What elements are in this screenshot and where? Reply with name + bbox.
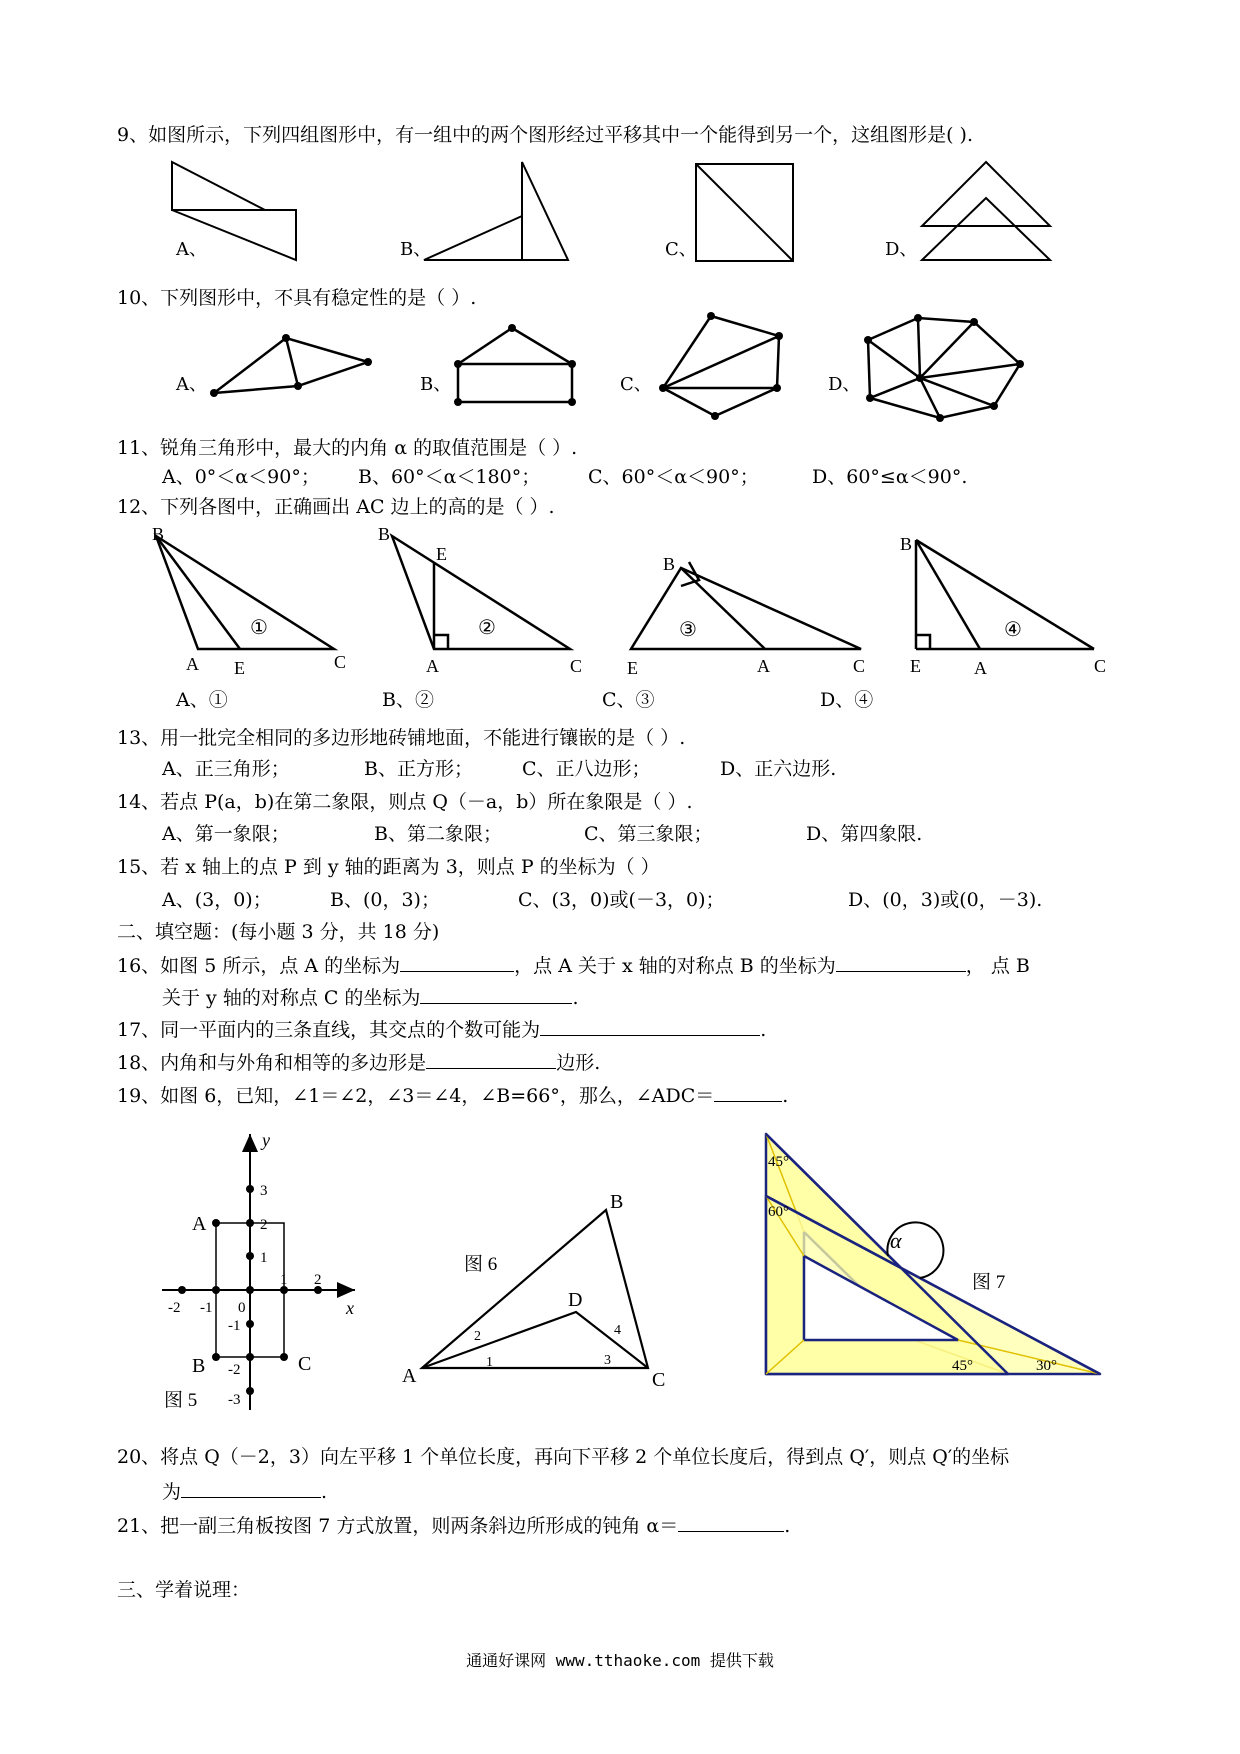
q10-label-a: A、 (176, 374, 207, 395)
q12f2-num: ② (478, 617, 496, 639)
q9-figure-d (920, 160, 1055, 265)
fig7-angle-45-bottom: 45° (952, 1358, 973, 1374)
q14-option-a: A、第一象限； (162, 823, 290, 845)
fig5-yt-2: 2 (260, 1217, 268, 1233)
q12f2-a: A (426, 656, 439, 676)
q9-label-c: C、 (665, 239, 697, 260)
q12f1-b: B (152, 524, 165, 544)
section-3-heading: 三、学着说理： (117, 1579, 251, 1601)
question-14-stem: 14、若点 P(a，b)在第二象限，则点 Q（－a，b）所在象限是（ ）. (117, 791, 693, 813)
fig6-point-a: A (402, 1365, 417, 1387)
q15-option-a: A、(3，0)； (162, 889, 272, 911)
fig5-xt-1: 1 (280, 1272, 288, 1288)
q16-blank-2[interactable] (836, 953, 966, 972)
fig5-xt-2: 2 (314, 1272, 322, 1288)
q10-label-d: D、 (828, 374, 861, 395)
question-10-stem: 10、下列图形中，不具有稳定性的是（ ）. (117, 287, 477, 309)
fig5-yt-m1: -1 (228, 1318, 241, 1334)
q20-end: . (321, 1481, 328, 1503)
q20-line2: 为 (162, 1481, 182, 1503)
q12-figure-3 (625, 548, 865, 680)
fig5-point-b: B (192, 1355, 206, 1377)
q15-option-b: B、(0，3)； (330, 889, 440, 911)
q12f2-b: B (378, 524, 391, 544)
fig6-point-c: C (652, 1369, 666, 1391)
question-15-stem: 15、若 x 轴上的点 P 到 y 轴的距离为 3，则点 P 的坐标为（ ） (117, 856, 660, 878)
question-16-line-1 (117, 953, 1030, 978)
q9-figure-c (694, 162, 796, 264)
q12-option-a: A、① (176, 689, 228, 711)
question-21 (117, 1513, 790, 1538)
footer-source: 通通好课网 www.tthaoke.com 提供下载 (466, 1651, 774, 1670)
question-12-stem: 12、下列各图中，正确画出 AC 边上的高的是（ ）. (117, 496, 555, 518)
q14-option-c: C、第三象限； (584, 823, 713, 845)
fig5-x-label: x (346, 1298, 354, 1318)
q13-option-c: C、正八边形； (522, 758, 651, 780)
q12f4-a: A (974, 658, 987, 678)
q14-option-d: D、第四象限. (806, 823, 923, 845)
q14-option-b: B、第二象限； (374, 823, 502, 845)
q12-option-b: B、② (382, 689, 434, 711)
question-13-stem: 13、用一批完全相同的多边形地砖铺地面，不能进行镶嵌的是（ ）. (117, 727, 686, 749)
q12f3-num: ③ (679, 619, 697, 641)
q16-end: . (572, 987, 579, 1009)
q10-label-b: B、 (420, 374, 452, 395)
q18-text: 18、内角和与外角和相等的多边形是 (117, 1052, 427, 1074)
fig5-yt-m3: -3 (228, 1392, 241, 1408)
question-19 (117, 1083, 788, 1108)
q12-option-d: D、④ (820, 689, 874, 711)
q10-figure-d (860, 312, 1030, 424)
q12f4-b: B (900, 534, 913, 554)
q12f3-b: B (663, 554, 676, 574)
q12f4-num: ④ (1004, 619, 1022, 641)
fig5-yt-m2: -2 (228, 1362, 241, 1378)
fig5-yt-3: 3 (260, 1183, 268, 1199)
question-17 (117, 1017, 766, 1042)
q11-option-c: C、60°＜α＜90°； (588, 466, 759, 488)
q12-figure-2 (378, 524, 590, 678)
fig6-angle-1: 1 (486, 1355, 493, 1370)
q21-blank[interactable] (678, 1513, 784, 1532)
fig5-y-label: y (262, 1130, 270, 1150)
q12-figure-1 (150, 524, 360, 678)
q9-figure-b (422, 160, 572, 265)
question-18 (117, 1050, 600, 1075)
q13-option-d: D、正六边形. (720, 758, 837, 780)
fig6-point-d: D (568, 1289, 583, 1311)
fig7-angle-60: 60° (768, 1204, 789, 1220)
fig5-yt-1: 1 (260, 1250, 268, 1266)
q15-option-d: D、(0，3)或(0，－3). (848, 889, 1043, 911)
q18-end: 边形. (556, 1052, 601, 1074)
fig5-xt-m1: -1 (200, 1300, 213, 1316)
q12f3-c: C (853, 656, 866, 676)
q17-text: 17、同一平面内的三条直线，其交点的个数可能为 (117, 1019, 541, 1041)
q12f1-c: C (334, 652, 347, 672)
q21-text: 21、把一副三角板按图 7 方式放置，则两条斜边所形成的钝角 α＝ (117, 1515, 679, 1537)
q16-line2: 关于 y 轴的对称点 C 的坐标为 (162, 987, 421, 1009)
q16-part1: 16、如图 5 所示，点 A 的坐标为 (117, 955, 401, 977)
question-11-stem: 11、锐角三角形中，最大的内角 α 的取值范围是（ ）. (117, 437, 578, 459)
q17-end: . (760, 1019, 767, 1041)
fig6-caption: 图 6 (464, 1254, 498, 1275)
q20-blank[interactable] (181, 1479, 321, 1498)
q16-blank-3[interactable] (420, 985, 572, 1004)
fig6-angle-4: 4 (614, 1323, 621, 1338)
figure-7-set-squares (760, 1128, 1110, 1388)
q21-end: . (784, 1515, 791, 1537)
q12f1-num: ① (250, 617, 268, 639)
q9-label-b: B、 (400, 239, 432, 260)
fig7-angle-45-top: 45° (768, 1154, 789, 1170)
question-20-line-1: 20、将点 Q（－2，3）向左平移 1 个单位长度，再向下平移 2 个单位长度后，得到点 Q′，则点 Q′的坐标 (117, 1446, 1010, 1468)
fig5-caption: 图 5 (164, 1390, 198, 1411)
question-20-line-2 (162, 1479, 327, 1504)
q12f2-c: C (570, 656, 583, 676)
question-9-stem: 9、如图所示，下列四组图形中，有一组中的两个图形经过平移其中一个能得到另一个，这组图形是( ). (117, 124, 973, 146)
fig6-angle-3: 3 (604, 1353, 611, 1368)
q18-blank[interactable] (426, 1050, 556, 1069)
fig6-point-b: B (610, 1191, 624, 1213)
q12-figure-4 (898, 532, 1120, 682)
q13-option-b: B、正方形； (364, 758, 473, 780)
q11-option-b: B、60°＜α＜180°； (358, 466, 541, 488)
q9-label-d: D、 (885, 239, 918, 260)
q12f1-e: E (234, 658, 245, 678)
q19-blank[interactable] (714, 1083, 782, 1102)
q16-part3: ， 点 B (965, 955, 1030, 977)
q13-option-a: A、正三角形； (162, 758, 290, 780)
fig7-caption: 图 7 (972, 1272, 1006, 1293)
fig5-point-c: C (298, 1353, 312, 1375)
q12f4-e: E (910, 656, 921, 676)
q10-figure-a (200, 330, 380, 400)
q12f3-e: E (627, 658, 638, 678)
fig5-origin: 0 (238, 1300, 246, 1316)
q12f4-c: C (1094, 656, 1107, 676)
fig7-angle-30: 30° (1036, 1358, 1057, 1374)
section-2-heading: 二、填空题：(每小题 3 分，共 18 分) (117, 921, 440, 943)
q12-option-c: C、③ (602, 689, 655, 711)
q12f1-a: A (186, 654, 199, 674)
q10-figure-b (450, 322, 590, 410)
fig7-alpha: α (890, 1228, 902, 1253)
figure-5-coordinate-plane (150, 1128, 370, 1418)
question-16-line-2 (162, 985, 578, 1010)
q17-blank[interactable] (540, 1017, 760, 1036)
q16-blank-1[interactable] (400, 953, 514, 972)
fig5-xt-m2: -2 (168, 1300, 181, 1316)
fig5-point-a: A (192, 1213, 207, 1235)
q10-figure-c (655, 310, 785, 422)
q11-option-d: D、60°≤α＜90°. (812, 466, 968, 488)
q10-label-c: C、 (620, 374, 652, 395)
q12f3-a: A (757, 656, 770, 676)
q16-part2: ，点 A 关于 x 轴的对称点 B 的坐标为 (514, 955, 836, 977)
q15-option-c: C、(3，0)或(－3，0)； (518, 889, 725, 911)
q9-label-a: A、 (176, 239, 207, 260)
figure-6-triangle (400, 1190, 680, 1390)
q19-text: 19、如图 6，已知，∠1＝∠2，∠3＝∠4，∠B=66°，那么，∠ADC＝ (117, 1085, 715, 1107)
q12f2-e: E (436, 544, 447, 564)
q19-end: . (782, 1085, 789, 1107)
q11-option-a: A、0°＜α＜90°； (162, 466, 320, 488)
fig6-angle-2: 2 (474, 1329, 481, 1344)
